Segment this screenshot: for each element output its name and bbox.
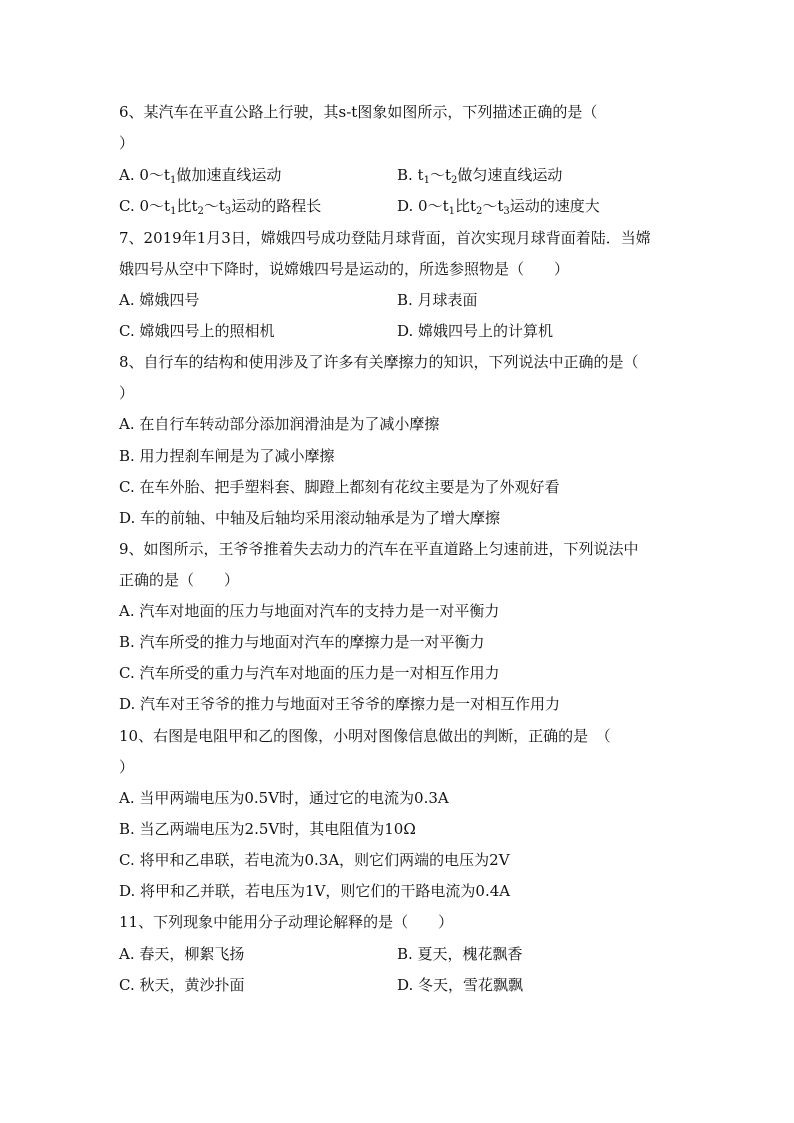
q7-stem-line1: 7、2019年1月3日，嫦娥四号成功登陆月球背面，首次实现月球背面着陆．当嫦 (119, 229, 651, 247)
q11-option-d: D. 冬天，雪花飘飘 (397, 976, 524, 994)
q7-option-a: A. 嫦娥四号 (119, 291, 200, 309)
q7-stem-line2: 娥四号从空中下降时，说嫦娥四号是运动的，所选参照物是（ ） (119, 260, 570, 278)
q9-option-b: B. 汽车所受的推力与地面对汽车的摩擦力是一对平衡力 (119, 633, 485, 651)
q11-option-a: A. 春天，柳絮飞扬 (119, 945, 245, 963)
q10-option-d: D. 将甲和乙并联，若电压为1V，则它们的干路电流为0.4A (119, 882, 511, 900)
q7-option-d: D. 嫦娥四号上的计算机 (397, 322, 554, 340)
q6-stem-line1: 6、某汽车在平直公路上行驶，其s-t图象如图所示，下列描述正确的是（ (119, 103, 598, 121)
q6-option-d: D. $0\sim t_1$比$t_2\sim t_3$运动的速度大 (397, 197, 600, 217)
q8-option-a: A. 在自行车转动部分添加润滑油是为了减小摩擦 (119, 415, 440, 433)
q11-stem-line1: 11、下列现象中能用分子动理论解释的是（ ） (119, 913, 454, 931)
q8-stem-line1: 8、自行车的结构和使用涉及了许多有关摩擦力的知识，下列说法中正确的是（ (119, 353, 639, 371)
q8-option-c: C. 在车外胎、把手塑料套、脚蹬上都刻有花纹主要是为了外观好看 (119, 478, 560, 496)
q9-stem-line1: 9、如图所示，王爷爷推着失去动力的汽车在平直道路上匀速前进，下列说法中 (119, 540, 639, 558)
q6-stem-line2: ） (119, 134, 135, 152)
q10-stem-line1: 10、右图是电阻甲和乙的图像，小明对图像信息做出的判断，正确的是 （ (119, 727, 611, 745)
q9-stem-line2: 正确的是（ ） (119, 571, 240, 589)
q8-option-d: D. 车的前轴、中轴及后轴均采用滚动轴承是为了增大摩擦 (119, 509, 501, 527)
q6-option-b: B. $t_1\sim t_2$做匀速直线运动 (397, 166, 563, 186)
q9-option-a: A. 汽车对地面的压力与地面对汽车的支持力是一对平衡力 (119, 602, 500, 620)
q6-option-a: A. $0\sim t_1$做加速直线运动 (119, 166, 282, 186)
q9-option-c: C. 汽车所受的重力与汽车对地面的压力是一对相互作用力 (119, 664, 500, 682)
q6-option-c: C. $0\sim t_1$比$t_2\sim t_3$运动的路程长 (119, 197, 322, 217)
q8-option-b: B. 用力捏刹车闸是为了减小摩擦 (119, 447, 335, 465)
q9-option-d: D. 汽车对王爷爷的推力与地面对王爷爷的摩擦力是一对相互作用力 (119, 695, 561, 713)
q10-option-c: C. 将甲和乙串联，若电流为0.3A，则它们两端的电压为2V (119, 851, 510, 869)
q7-option-b: B. 月球表面 (397, 291, 478, 309)
q7-option-c: C. 嫦娥四号上的照相机 (119, 322, 275, 340)
q10-option-b: B. 当乙两端电压为2.5V时，其电阻值为10Ω (119, 820, 416, 838)
q10-option-a: A. 当甲两端电压为0.5V时，通过它的电流为0.3A (119, 789, 449, 807)
q10-stem-line2: ） (119, 758, 135, 776)
q11-option-c: C. 秋天，黄沙扑面 (119, 976, 245, 994)
q8-stem-line2: ） (119, 384, 135, 402)
q11-option-b: B. 夏天，槐花飘香 (397, 945, 523, 963)
